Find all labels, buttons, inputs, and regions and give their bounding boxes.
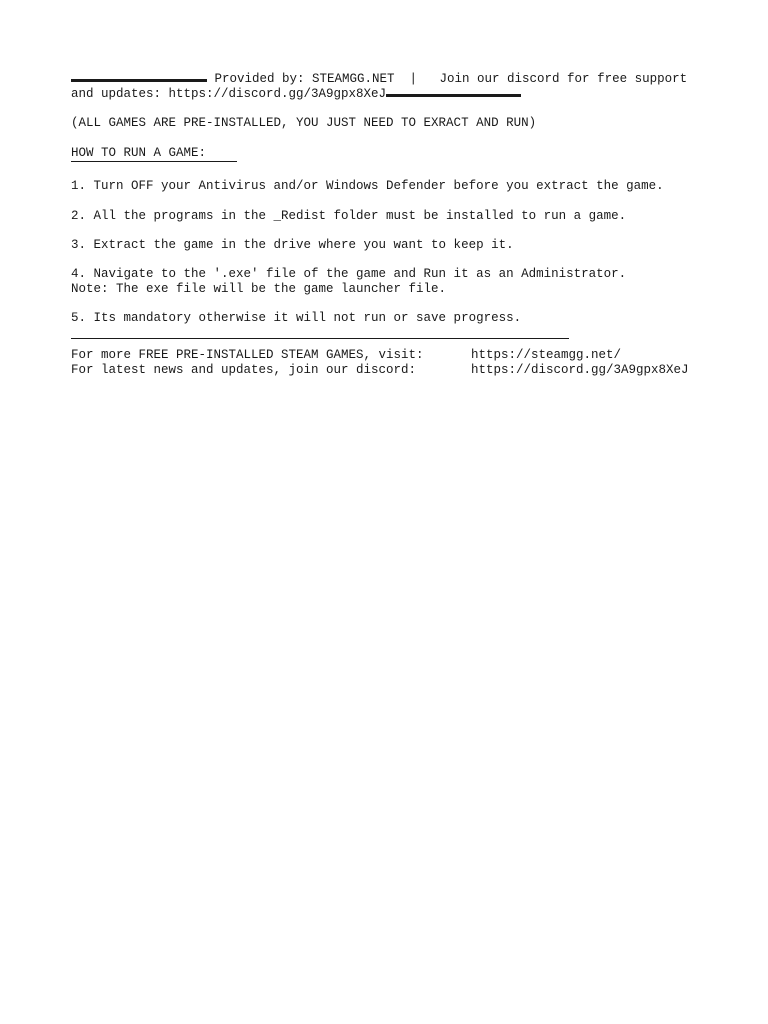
document-page xyxy=(71,72,711,378)
footer-divider xyxy=(71,338,569,339)
header-text-1: Provided by: STEAMGG.NET | Join our discord for free support xyxy=(207,72,688,86)
footer-row-website xyxy=(71,348,711,363)
header-line-2 xyxy=(71,87,711,102)
footer-label-website: For more FREE PRE-INSTALLED STEAM GAMES, visit: xyxy=(71,348,424,362)
step-4-note: Note: The exe file will be the game launcher file. xyxy=(71,282,447,296)
decorative-bar-right xyxy=(386,94,521,97)
step-2: 2. All the programs in the _Redist folder must be installed to run a game. xyxy=(71,209,627,223)
header-line-1 xyxy=(71,72,711,87)
step-1: 1. Turn OFF your Antivirus and/or Windows Defender before you extract the game. xyxy=(71,179,664,193)
step-3: 3. Extract the game in the drive where you want to keep it. xyxy=(71,238,514,252)
steamgg-link[interactable]: https://steamgg.net/ xyxy=(471,348,622,362)
notice-text: (ALL GAMES ARE PRE-INSTALLED, YOU JUST NEED TO EXRACT AND RUN) xyxy=(71,116,537,130)
decorative-bar-left xyxy=(71,79,207,82)
step-5: 5. Its mandatory otherwise it will not run or save progress. xyxy=(71,311,522,325)
footer-row-discord xyxy=(71,363,711,378)
discord-link[interactable]: https://discord.gg/3A9gpx8XeJ xyxy=(471,363,689,377)
step-4: 4. Navigate to the '.exe' file of the game and Run it as an Administrator. xyxy=(71,267,627,281)
howto-title-underline xyxy=(71,161,237,162)
header-text-2: and updates: https://discord.gg/3A9gpx8XeJ xyxy=(71,87,387,101)
howto-title: HOW TO RUN A GAME: xyxy=(71,146,207,160)
footer-label-discord: For latest news and updates, join our discord: xyxy=(71,363,417,377)
